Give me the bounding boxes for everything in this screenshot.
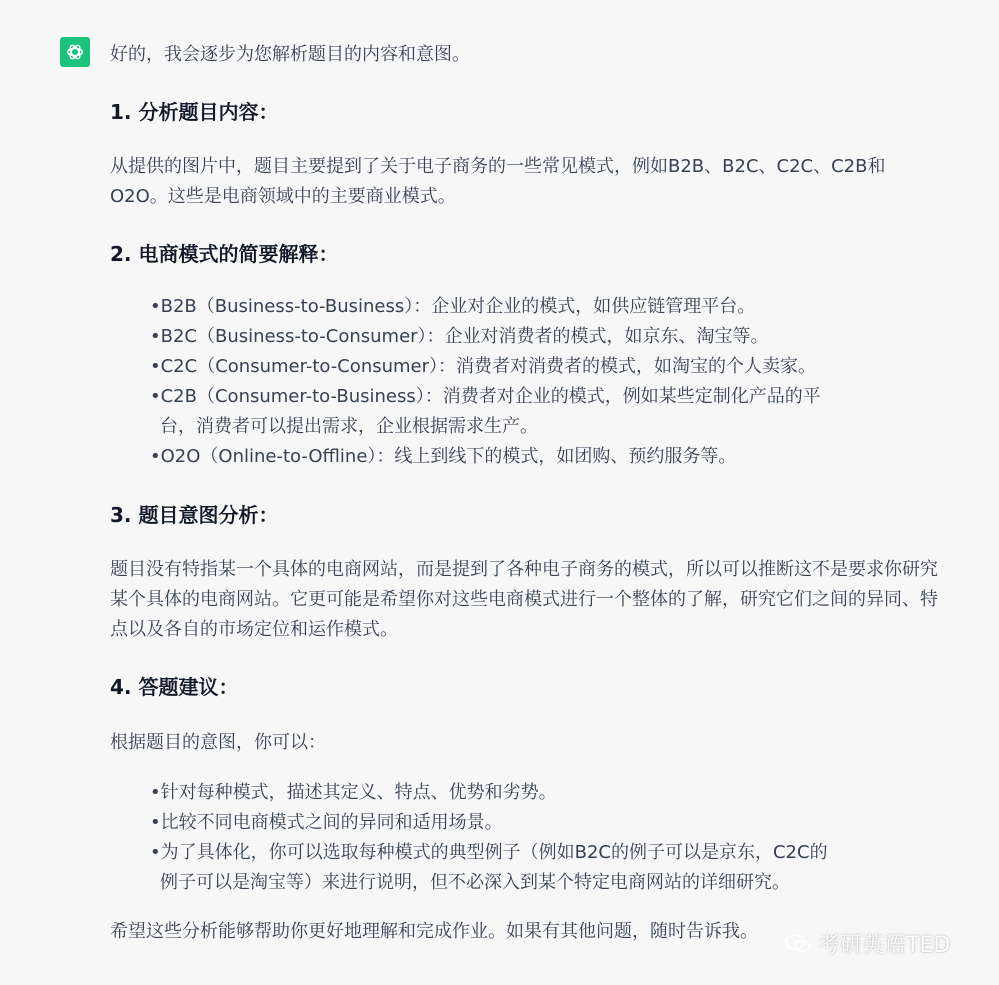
openai-logo-icon xyxy=(64,41,86,63)
section-heading-1: 1. 分析题目内容： xyxy=(110,100,279,124)
section-text-3: 题目没有特指某一个具体的电商网站，而是提到了各种电子商务的模式，所以可以推断这不是要求你研究某个具体的电商网站。它更可能是希望你对这些电商模式进行一个整体的了解，研究它们之间的异同、特点以及各自的市场定位和运作模式。 xyxy=(110,559,938,640)
suggestion-item-1: •针对每种模式，描述其定义、特点、优势和劣势。 xyxy=(150,782,557,803)
section-text-4: 根据题目的意图，你可以： xyxy=(110,732,326,753)
suggestion-item-3: •为了具体化，你可以选取每种模式的典型例子（例如B2C的例子可以是京东，C2C的 例子可以是淘宝等）来进行说明，但不必深入到某个特定电商网站的详细研究。 xyxy=(150,842,828,893)
intro-text: 好的，我会逐步为您解析题目的内容和意图。 xyxy=(110,44,470,65)
list-item-c2c: •C2C（Consumer-to-Consumer）：消费者对消费者的模式，如淘宝的个人卖家。 xyxy=(150,356,817,377)
watermark xyxy=(784,928,950,959)
closing-text: 希望这些分析能够帮助你更好地理解和完成作业。如果有其他问题，随时告诉我。 xyxy=(110,921,758,942)
list-item-c2b: •C2B（Consumer-to-Business）：消费者对企业的模式，例如某些定制化产品的平 台，消费者可以提出需求，企业根据需求生产。 xyxy=(150,386,821,437)
assistant-avatar xyxy=(60,37,90,67)
section-heading-3: 3. 题目意图分析： xyxy=(110,503,279,527)
list-item-b2c: •B2C（Business-to-Consumer）：企业对消费者的模式，如京东、淘宝等。 xyxy=(150,326,769,347)
wechat-logo-icon xyxy=(784,933,812,955)
section-heading-4: 4. 答题建议： xyxy=(110,675,239,699)
suggestion-item-2: •比较不同电商模式之间的异同和适用场景。 xyxy=(150,812,503,833)
section-text-1: 从提供的图片中，题目主要提到了关于电子商务的一些常见模式，例如B2B、B2C、C2C、C2B和O2O。这些是电商领域中的主要商业模式。 xyxy=(110,156,886,207)
list-item-b2b: •B2B（Business-to-Business）：企业对企业的模式，如供应链管理平台。 xyxy=(150,296,756,317)
list-item-o2o: •O2O（Online-to-Offline）：线上到线下的模式，如团购、预约服务等。 xyxy=(150,446,737,467)
watermark-text: 考研英语TED xyxy=(818,933,951,958)
section-heading-2: 2. 电商模式的简要解释： xyxy=(110,242,339,266)
